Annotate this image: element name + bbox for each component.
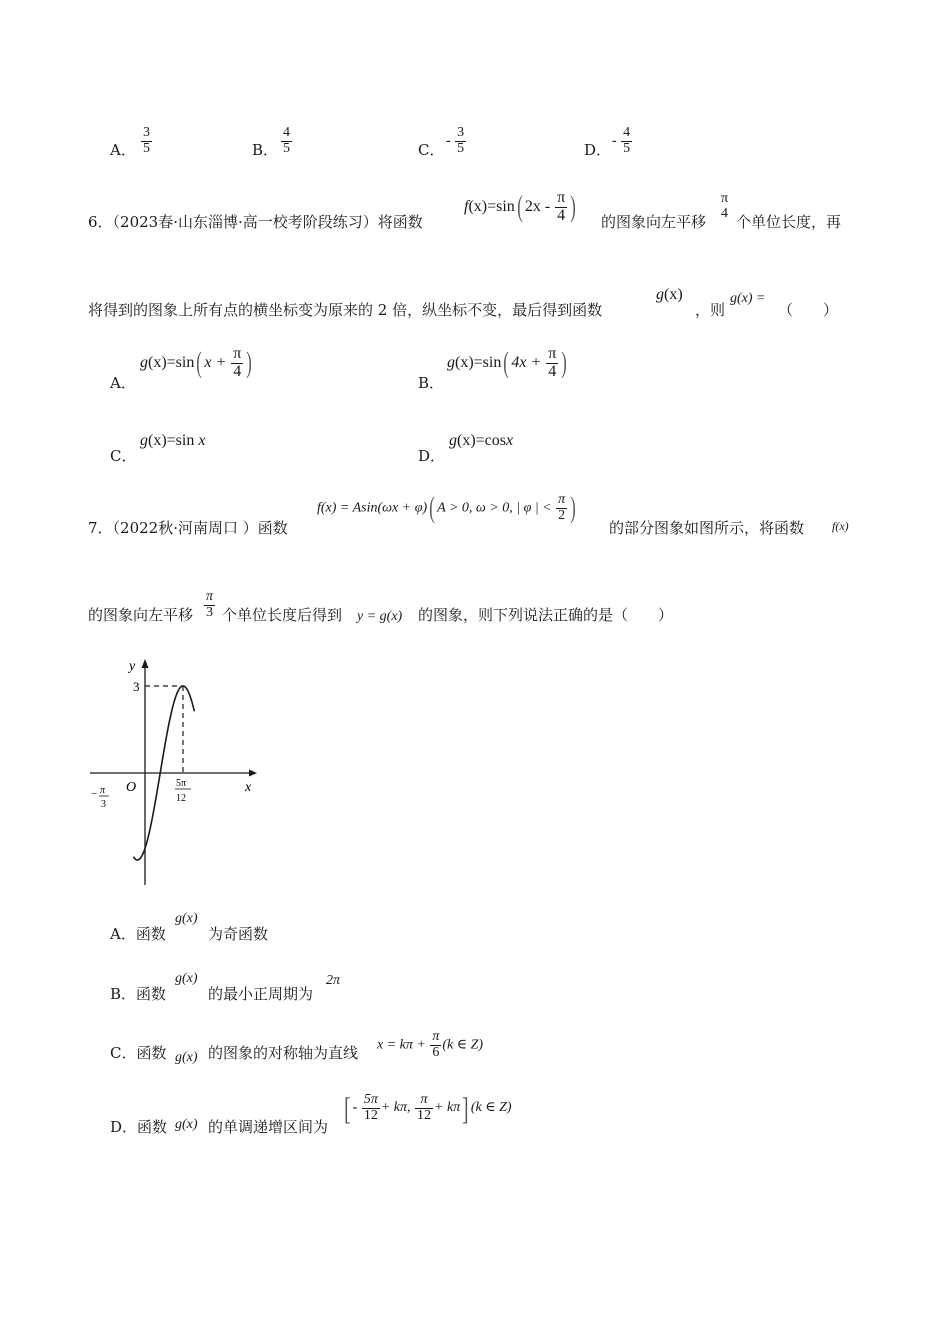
q7-shift: $\frac{\pi}{3}$ (206, 589, 214, 620)
q7-option-c-formula: x = kπ + $\frac{\pi}{6}$ (k ∈ Z) (377, 1029, 484, 1060)
q5-option-a-value: $\frac{3}{5}$ (143, 125, 150, 156)
q7-func: f(x) = Asin(ωx + φ)( A > 0, ω > 0, | φ | < $\frac{\pi}{2}$ ) (317, 491, 576, 525)
q6-option-b-formula: g(x)=sin( 4x + $\frac{\pi}{4}$ ) (447, 345, 568, 380)
q6-option-d-formula: g(x)=cosx (449, 432, 514, 449)
q5-option-d-value: - $\frac{4}{5}$ (612, 125, 631, 156)
q7-f-small: f(x) (832, 519, 849, 533)
q6-g-func: g(x) (656, 286, 683, 303)
graph-left-tick-num: π (100, 785, 106, 796)
q6-stem-line1: 6．（2023春·山东淄博·高一校考阶段练习）将函数 (88, 213, 423, 231)
q6-option-c-formula: g(x)=sin x (140, 432, 206, 449)
q7-option-b-val: 2π (326, 973, 341, 988)
q7-option-a[interactable]: A．函数 (110, 925, 166, 943)
graph-origin-label: O (126, 780, 137, 795)
q7-option-b-g: g(x) (175, 971, 198, 986)
q7-stem-line1: 7．（2022秋·河南周口 ）函数 (88, 519, 288, 537)
q7-option-b[interactable]: B．函数 (110, 985, 167, 1003)
q7-text-mid: 的部分图象如图所示，将函数 (609, 519, 805, 537)
graph-x-label: x (245, 780, 252, 795)
q6-option-d[interactable]: D． (418, 447, 446, 465)
q6-text-after: 个单位长度，再 (736, 213, 842, 231)
q6-stem-line2: 将得到的图象上所有点的横坐标变为原来的 2 倍，纵坐标不变，最后得到函数 (88, 301, 603, 319)
q6-text-mid: 的图象向左平移 (601, 213, 707, 231)
q5-option-c-value: - $\frac{3}{5}$ (446, 125, 465, 156)
q6-option-a-formula: g(x)=sin( x + $\frac{\pi}{4}$ ) (140, 345, 253, 380)
q6-g-eq: g(x) = (730, 291, 766, 306)
q6-func-f: f(x)=sin( 2x - $\frac{\pi}{4}$ ) (464, 189, 576, 224)
q7-option-a-post: 为奇函数 (208, 925, 269, 943)
q6-option-b[interactable]: B． (418, 374, 445, 392)
q6-option-c[interactable]: C． (110, 447, 137, 465)
q7-line2-mid: 个单位长度后得到 (222, 606, 343, 624)
q7-option-a-g: g(x) (175, 911, 198, 926)
q6-line2-end: ，则 (695, 301, 726, 319)
q7-option-c-post: 的图象的对称轴为直线 (208, 1044, 359, 1062)
graph-right-tick-num: 5π (176, 778, 187, 789)
q5-option-b-value: $\frac{4}{5}$ (283, 125, 290, 156)
x-axis-arrow (249, 770, 257, 777)
q7-option-d[interactable]: D．函数 (110, 1118, 168, 1136)
q7-option-d-post: 的单调递增区间为 (208, 1118, 329, 1136)
q5-option-a[interactable]: A． (110, 141, 136, 159)
q7-option-d-g: g(x) (175, 1117, 198, 1132)
q5-option-d[interactable]: D． (584, 141, 612, 159)
graph-right-tick-den: 12 (176, 793, 186, 804)
y-axis-arrow (142, 659, 149, 668)
q7-line2-pre: 的图象向左平移 (88, 606, 194, 624)
q5-option-b[interactable]: B． (252, 141, 279, 159)
q6-shift: π 4 (721, 191, 729, 221)
q7-option-d-formula: [ - $\frac{5\pi}{12}$ + kπ, $\frac{\pi}{12}$ + kπ] (k ∈ Z) (344, 1090, 512, 1126)
graph-left-tick-minus: − (91, 788, 98, 800)
q7-option-c-g: g(x) (175, 1050, 198, 1065)
graph-max-label: 3 (133, 679, 140, 694)
q5-option-c[interactable]: C． (418, 141, 445, 159)
q7-option-c[interactable]: C．函数 (110, 1044, 167, 1062)
graph-left-tick-den: 3 (101, 799, 106, 810)
q7-y-eq: y = g(x) (357, 609, 403, 624)
q7-graph (85, 650, 275, 890)
q7-line2-end: 的图象，则下列说法正确的是（ ） (418, 606, 674, 624)
q7-option-b-post: 的最小正周期为 (208, 985, 314, 1003)
q6-option-a[interactable]: A． (110, 374, 136, 392)
graph-y-label: y (129, 659, 136, 674)
q6-answer-bracket: （ ） (778, 301, 839, 319)
